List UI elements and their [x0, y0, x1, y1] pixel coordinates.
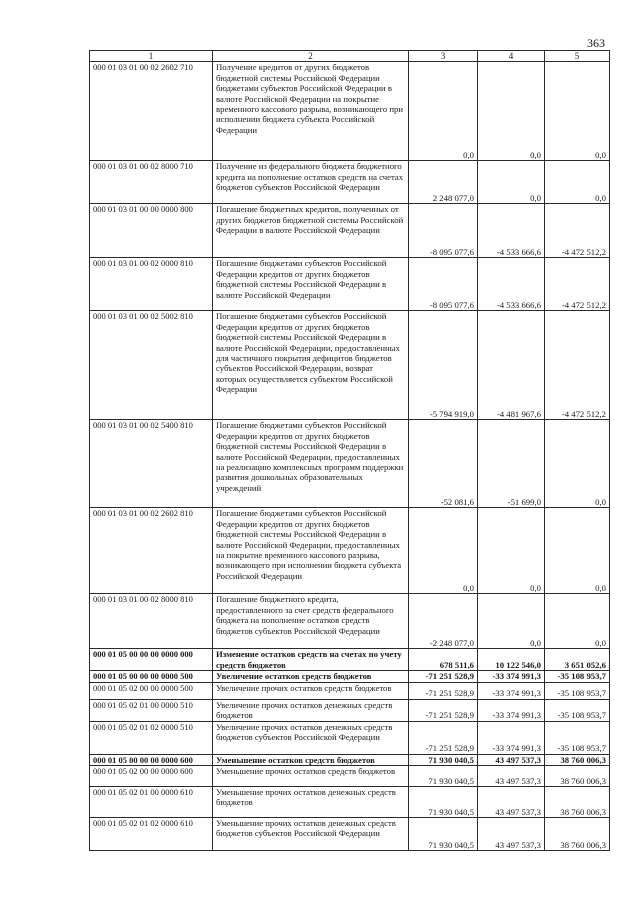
row-code: 000 01 05 02 01 02 0000 610: [90, 818, 213, 851]
table-row: [90, 699, 610, 721]
column-number-row: [90, 51, 610, 62]
row-value-4: -4 533 666,6: [478, 204, 545, 258]
row-value-3: -5 794 919,0: [409, 311, 478, 420]
row-value-5: -35 108 953,7: [545, 699, 610, 721]
budget-sources-table: [89, 50, 610, 851]
row-value-5: 38 760 006,3: [545, 787, 610, 818]
row-name: Изменение остатков средств на счетах по учету средств бюджетов: [213, 649, 409, 671]
row-value-4: -33 374 991,3: [478, 682, 545, 699]
row-name: Получение кредитов от других бюджетов бюджетной системы Российской Федерации бюджетами субъектов Российской Федерации в валюте Российской Федерации на покрытие временного кассового разрыва, возникающего при исполнении бюджета субъекта Российской Федерации: [213, 62, 409, 161]
row-code: 000 01 03 01 00 02 8000 810: [90, 594, 213, 649]
row-name: Погашение бюджетных кредитов, полученных от других бюджетов бюджетной системы Российской Федерации в валюте Российской Федерации: [213, 204, 409, 258]
column-header-3: 3: [409, 51, 478, 62]
row-code: 000 01 03 01 00 02 2602 710: [90, 62, 213, 161]
row-name: Погашение бюджетами субъектов Российской Федерации кредитов от других бюджетов бюджетной системы Российской Федерации в валюте Российской Федерации, предоставленных для частичного покрытия дефицитов бюджетов субъектов Российской Федерации, возврат которых осуществляется субъектом Российской Федерации: [213, 311, 409, 420]
row-value-3: 0,0: [409, 508, 478, 594]
row-value-4: 43 497 537,3: [478, 787, 545, 818]
table-row: [90, 682, 610, 699]
row-code: 000 01 03 01 00 02 2602 810: [90, 508, 213, 594]
row-name: Погашение бюджетами субъектов Российской Федерации кредитов от других бюджетов бюджетной системы Российской Федерации в валюте Российской Федерации, предоставленных на реализацию комплексных программ поддержки развития дошкольных образовательных учреждений: [213, 420, 409, 508]
row-code: 000 01 05 02 01 02 0000 510: [90, 721, 213, 754]
row-value-5: 38 760 006,3: [545, 766, 610, 787]
row-value-4: 0,0: [478, 594, 545, 649]
row-code: 000 01 03 01 00 02 5400 810: [90, 420, 213, 508]
row-code: 000 01 05 02 01 00 0000 610: [90, 787, 213, 818]
row-name: Уменьшение остатков средств бюджетов: [213, 754, 409, 765]
page-number: 363: [587, 36, 605, 50]
row-value-5: 3 651 052,6: [545, 649, 610, 671]
row-value-5: 0,0: [545, 508, 610, 594]
row-value-4: 43 497 537,3: [478, 818, 545, 851]
row-value-4: 0,0: [478, 161, 545, 204]
row-value-3: -71 251 528,9: [409, 699, 478, 721]
row-value-4: 10 122 546,0: [478, 649, 545, 671]
row-code: 000 01 05 00 00 00 0000 000: [90, 649, 213, 671]
row-value-4: 43 497 537,3: [478, 754, 545, 765]
row-value-3: -2 248 077,0: [409, 594, 478, 649]
row-code: 000 01 05 02 00 00 0000 500: [90, 682, 213, 699]
table-row: [90, 508, 610, 594]
row-value-4: -33 374 991,3: [478, 671, 545, 682]
row-value-5: 0,0: [545, 420, 610, 508]
table-row: [90, 420, 610, 508]
row-value-5: 0,0: [545, 594, 610, 649]
table-row: [90, 649, 610, 671]
row-name: Увеличение прочих остатков денежных средств бюджетов субъектов Российской Федерации: [213, 721, 409, 754]
row-value-3: -71 251 528,9: [409, 721, 478, 754]
row-value-5: -4 472 512,2: [545, 204, 610, 258]
row-value-4: -4 481 967,6: [478, 311, 545, 420]
row-name: Увеличение прочих остатков средств бюджетов: [213, 682, 409, 699]
row-name: Уменьшение прочих остатков денежных средств бюджетов: [213, 787, 409, 818]
table-row: [90, 311, 610, 420]
table-row: [90, 671, 610, 682]
row-code: 000 01 05 02 00 00 0000 600: [90, 766, 213, 787]
row-code: 000 01 05 02 01 00 0000 510: [90, 699, 213, 721]
row-name: Погашение бюджетами субъектов Российской Федерации кредитов от других бюджетов бюджетной системы Российской Федерации в валюте Российской Федерации: [213, 258, 409, 311]
row-code: 000 01 03 01 00 02 0000 810: [90, 258, 213, 311]
row-value-4: -33 374 991,3: [478, 721, 545, 754]
row-value-4: 43 497 537,3: [478, 766, 545, 787]
row-value-4: -33 374 991,3: [478, 699, 545, 721]
table-row: [90, 754, 610, 765]
row-name: Погашение бюджетного кредита, предоставленного за счет средств федерального бюджета на пополнение остатков средств бюджетов субъектов Российской Федерации: [213, 594, 409, 649]
column-header-1: 1: [90, 51, 213, 62]
row-code: 000 01 05 00 00 00 0000 500: [90, 671, 213, 682]
row-value-3: 71 930 040,5: [409, 766, 478, 787]
row-code: 000 01 03 01 00 00 0000 800: [90, 204, 213, 258]
table-row: [90, 204, 610, 258]
row-name: Уменьшение прочих остатков средств бюджетов: [213, 766, 409, 787]
row-value-5: 0,0: [545, 161, 610, 204]
row-value-4: 0,0: [478, 62, 545, 161]
row-value-3: 71 930 040,5: [409, 818, 478, 851]
row-value-4: -4 533 666,6: [478, 258, 545, 311]
row-name: Увеличение остатков средств бюджетов: [213, 671, 409, 682]
row-name: Получение из федерального бюджета бюджетного кредита на пополнение остатков средств на счетах бюджетов субъектов Российской Федерации: [213, 161, 409, 204]
row-value-3: -71 251 528,9: [409, 671, 478, 682]
row-value-5: -4 472 512,2: [545, 311, 610, 420]
row-value-3: 0,0: [409, 62, 478, 161]
row-value-3: 71 930 040,5: [409, 754, 478, 765]
row-code: 000 01 03 01 00 02 8000 710: [90, 161, 213, 204]
row-code: 000 01 03 01 00 02 5002 810: [90, 311, 213, 420]
row-value-5: -35 108 953,7: [545, 682, 610, 699]
table-body: [90, 62, 610, 851]
table-row: [90, 787, 610, 818]
column-header-4: 4: [478, 51, 545, 62]
row-value-5: -4 472 512,2: [545, 258, 610, 311]
row-value-4: 0,0: [478, 508, 545, 594]
row-name: Увеличение прочих остатков денежных средств бюджетов: [213, 699, 409, 721]
row-name: Погашение бюджетами субъектов Российской Федерации кредитов от других бюджетов бюджетной системы Российской Федерации в валюте Российской Федерации, предоставленных на покрытие временного кассового разрыва, возникающего при исполнении бюджета субъекта Российской Федерации: [213, 508, 409, 594]
table-row: [90, 161, 610, 204]
row-value-3: 2 248 077,0: [409, 161, 478, 204]
row-value-5: 0,0: [545, 62, 610, 161]
row-value-3: -71 251 528,9: [409, 682, 478, 699]
row-value-3: 678 511,6: [409, 649, 478, 671]
row-value-3: -8 095 077,6: [409, 258, 478, 311]
row-value-4: -51 699,0: [478, 420, 545, 508]
table-row: [90, 258, 610, 311]
row-value-3: -8 095 077,6: [409, 204, 478, 258]
table-row: [90, 818, 610, 851]
table-row: [90, 766, 610, 787]
column-header-2: 2: [213, 51, 409, 62]
table-row: [90, 594, 610, 649]
column-header-5: 5: [545, 51, 610, 62]
row-value-5: -35 108 953,7: [545, 671, 610, 682]
row-value-5: 38 760 006,3: [545, 818, 610, 851]
row-value-3: 71 930 040,5: [409, 787, 478, 818]
row-name: Уменьшение прочих остатков денежных средств бюджетов субъектов Российской Федерации: [213, 818, 409, 851]
table-row: [90, 62, 610, 161]
row-value-3: -52 081,6: [409, 420, 478, 508]
row-value-5: -35 108 953,7: [545, 721, 610, 754]
table-row: [90, 721, 610, 754]
row-code: 000 01 05 00 00 00 0000 600: [90, 754, 213, 765]
row-value-5: 38 760 006,3: [545, 754, 610, 765]
